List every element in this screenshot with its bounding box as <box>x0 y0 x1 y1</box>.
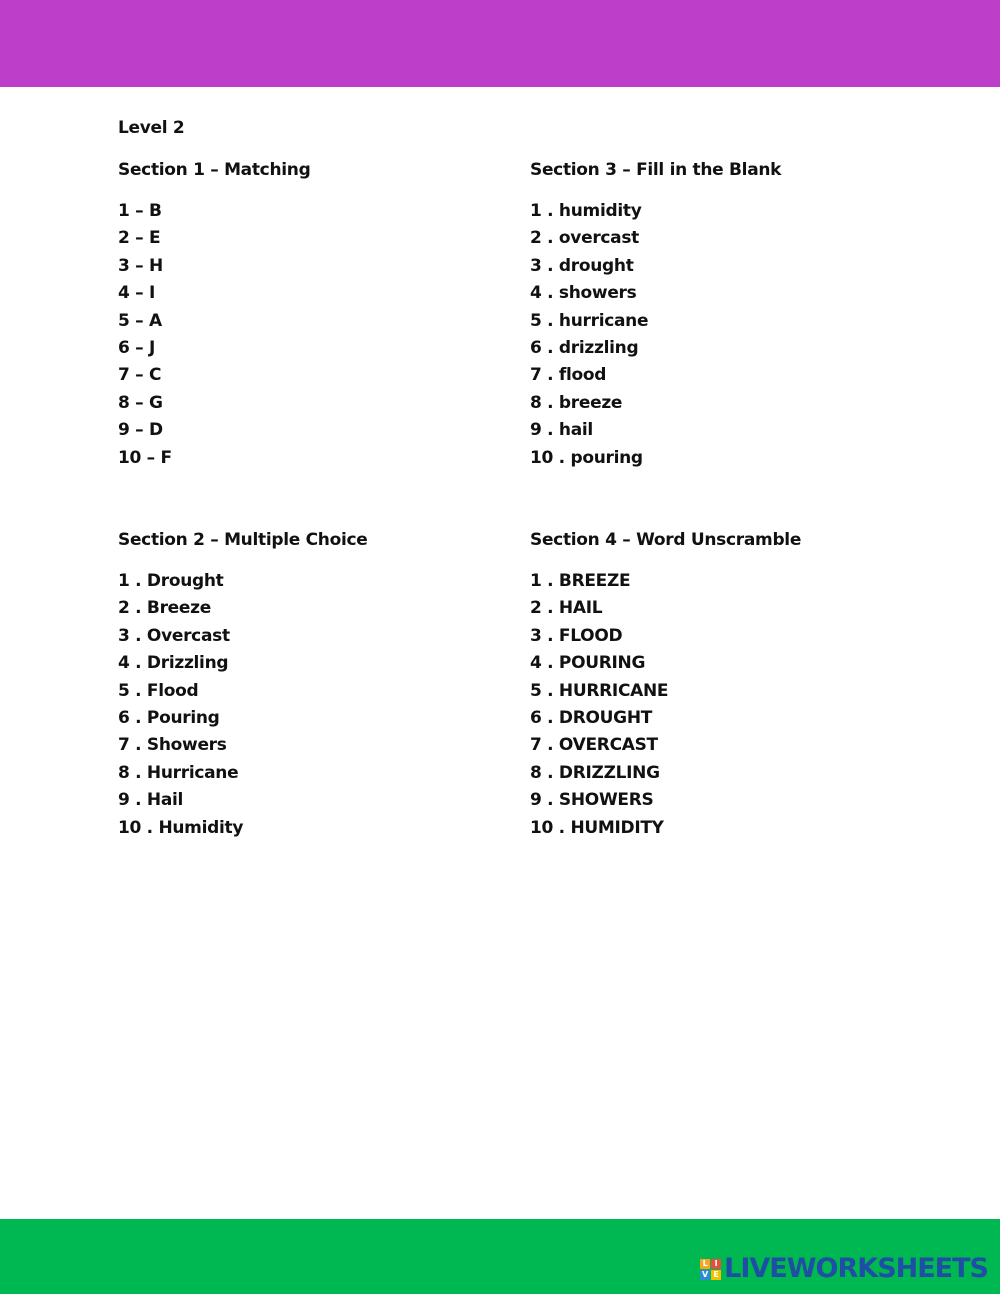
answer-item: 3 . Overcast <box>118 625 230 646</box>
logo-block: V <box>702 1269 709 1279</box>
level-title: Level 2 <box>118 118 185 138</box>
logo-block: L <box>700 1259 710 1269</box>
section-matching <box>118 158 478 472</box>
answer-item: 1 . BREEZE <box>530 571 631 591</box>
section-title: Section 4 – Word Unscramble <box>530 530 802 550</box>
answer-list <box>118 198 478 472</box>
answer-list <box>530 198 890 472</box>
logo-block: I <box>711 1259 721 1269</box>
answer-item: 3 . FLOOD <box>530 625 623 646</box>
answer-item: 7 . flood <box>530 365 607 386</box>
section-multiple-choice <box>118 528 478 842</box>
answer-item: 8 . Hurricane <box>118 762 239 783</box>
answer-item: 8 – G <box>118 392 163 413</box>
answer-item: 8 . breeze <box>530 392 623 413</box>
answer-item: 5 . Flood <box>118 680 199 701</box>
section-fill-in-the-blank <box>530 158 890 472</box>
answer-item: 9 . SHOWERS <box>530 790 654 811</box>
section-word-unscramble <box>530 528 890 842</box>
logo-blocks-icon <box>700 1259 721 1280</box>
liveworksheets-logo <box>700 1254 988 1284</box>
section-title: Section 2 – Multiple Choice <box>118 530 368 550</box>
answer-item: 1 . Drought <box>118 571 224 591</box>
answer-item: 6 . drizzling <box>530 337 639 358</box>
answer-list <box>530 568 890 842</box>
answer-item: 8 . DRIZZLING <box>530 762 660 783</box>
answer-item: 5 . hurricane <box>530 310 649 331</box>
answer-item: 1 . humidity <box>530 201 642 221</box>
section-title: Section 1 – Matching <box>118 160 311 180</box>
answer-item: 3 – H <box>118 255 163 276</box>
answer-item: 2 . Breeze <box>118 598 211 619</box>
answer-item: 9 – D <box>118 420 163 441</box>
answer-list <box>118 568 478 842</box>
answer-item: 3 . drought <box>530 255 634 276</box>
answer-item: 2 . overcast <box>530 228 639 249</box>
answer-item: 4 . Drizzling <box>118 653 229 674</box>
answer-item: 10 . pouring <box>530 447 643 468</box>
logo-block: E <box>711 1270 721 1280</box>
answer-item: 9 . Hail <box>118 790 184 811</box>
section-title: Section 3 – Fill in the Blank <box>530 160 782 180</box>
answer-item: 4 . POURING <box>530 653 646 674</box>
answer-item: 6 – J <box>118 337 155 358</box>
answer-item: 7 . Showers <box>118 735 227 756</box>
answer-item: 6 . Pouring <box>118 707 220 728</box>
answer-item: 10 – F <box>118 447 172 468</box>
header-band <box>0 0 1000 87</box>
answer-item: 2 – E <box>118 228 161 249</box>
answer-item: 5 – A <box>118 310 162 331</box>
answer-item: 2 . HAIL <box>530 598 603 619</box>
answer-item: 10 . HUMIDITY <box>530 817 664 838</box>
answer-item: 4 – I <box>118 283 155 304</box>
answer-item: 1 – B <box>118 201 162 221</box>
answer-item: 5 . HURRICANE <box>530 680 669 701</box>
answer-item: 10 . Humidity <box>118 817 244 838</box>
answer-item: 7 . OVERCAST <box>530 735 658 756</box>
answer-item: 7 – C <box>118 365 162 386</box>
logo-text: LIVEWORKSHEETS <box>724 1253 988 1284</box>
answer-item: 4 . showers <box>530 283 637 304</box>
answer-item: 9 . hail <box>530 420 593 441</box>
answer-item: 6 . DROUGHT <box>530 707 653 728</box>
